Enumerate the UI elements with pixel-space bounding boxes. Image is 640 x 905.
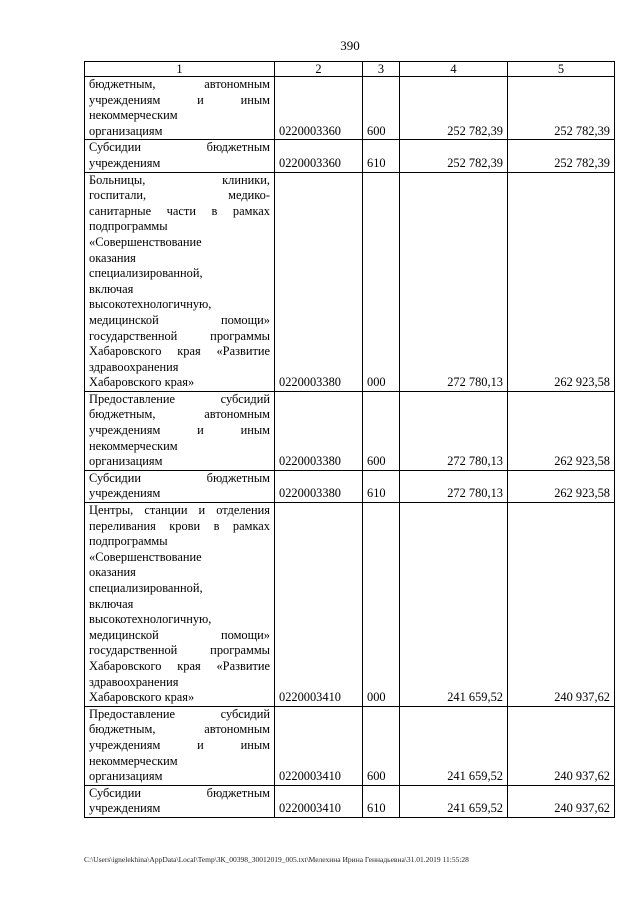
row-name-cell: [85, 503, 275, 707]
row-name-line: Субсидии бюджетным: [89, 470, 270, 485]
row-name-line: специализированной,: [89, 581, 203, 595]
row-code-cell: 0220003410: [275, 503, 363, 707]
row-name-line: некоммерческим: [89, 438, 178, 453]
table-body: [85, 77, 615, 818]
row-name-line: бюджетным, автономным: [89, 722, 270, 737]
row-name-line: учреждениям: [89, 486, 161, 501]
row-vr-cell: 610: [363, 140, 400, 172]
row-vr-cell: 600: [363, 77, 400, 140]
row-name-line: Субсидии бюджетным: [89, 785, 270, 800]
row-name-line: некоммерческим: [89, 753, 178, 768]
row-sum-2019-cell: 241 659,52: [400, 785, 508, 817]
header-row: [85, 62, 615, 77]
row-name-cell: [85, 140, 275, 172]
row-name-line: оказания: [89, 565, 136, 580]
header-cell-name: 1: [85, 62, 275, 77]
row-sum-2019-cell: 241 659,52: [400, 503, 508, 707]
budget-table: [84, 61, 615, 818]
row-sum-2020-cell: 252 782,39: [508, 140, 615, 172]
row-vr-cell: 000: [363, 503, 400, 707]
row-vr-cell: 000: [363, 172, 400, 391]
row-name-line: медицинской помощи»: [89, 627, 270, 642]
row-name-line: Субсидии бюджетным: [89, 140, 270, 155]
row-name-cell: [85, 706, 275, 785]
row-name-line: подпрограммы: [89, 219, 168, 234]
row-name-line: медицинской помощи»: [89, 312, 270, 327]
row-name-line: Больницы, клиники,: [89, 172, 270, 187]
row-name-line: Хабаровского края «Развитие: [89, 344, 270, 359]
row-sum-2020-cell: 240 937,62: [508, 503, 615, 707]
row-name-line: здравоохранения: [89, 674, 179, 689]
row-name-line: Центры, станции и отделения: [89, 503, 270, 518]
row-code-cell: 0220003380: [275, 470, 363, 502]
header-cell-sum-2020: 5: [508, 62, 615, 77]
row-name-line: организациям: [89, 454, 163, 469]
row-name-line: включая: [89, 596, 134, 611]
row-code-cell: 0220003380: [275, 172, 363, 391]
row-code-cell: 0220003410: [275, 785, 363, 817]
row-name-line: оказания: [89, 250, 136, 265]
row-name-line: «Совершенствование: [89, 234, 202, 249]
row-vr-cell: 610: [363, 470, 400, 502]
row-sum-2019-cell: 252 782,39: [400, 140, 508, 172]
row-name-line: государственной программы: [89, 328, 270, 343]
table-row: [85, 140, 615, 172]
table-row: [85, 470, 615, 502]
row-name-line: государственной программы: [89, 643, 270, 658]
row-name-line: здравоохранения: [89, 359, 179, 374]
row-name-line: учреждениям и иным: [89, 92, 270, 107]
row-name-line: учреждениям: [89, 155, 161, 170]
row-name-line: Хабаровского края «Развитие: [89, 658, 270, 673]
row-name-line: подпрограммы: [89, 534, 168, 549]
table-row: [85, 785, 615, 817]
row-name-line: Предоставление субсидий: [89, 391, 270, 406]
row-vr-cell: 600: [363, 706, 400, 785]
table-row: [85, 172, 615, 391]
row-name-line: переливания крови в рамках: [89, 518, 270, 533]
row-name-line: высокотехнологичную,: [89, 297, 212, 312]
row-name-cell: [85, 470, 275, 502]
row-sum-2019-cell: 252 782,39: [400, 77, 508, 140]
row-name-line: некоммерческим: [89, 108, 178, 123]
row-name-line: бюджетным, автономным: [89, 77, 270, 91]
row-sum-2019-cell: 272 780,13: [400, 470, 508, 502]
row-sum-2020-cell: 262 923,58: [508, 391, 615, 470]
row-code-cell: 0220003360: [275, 140, 363, 172]
row-name-line: организациям: [89, 123, 163, 138]
row-name-cell: [85, 77, 275, 140]
table-row: [85, 391, 615, 470]
row-name-line: учреждениям: [89, 801, 161, 816]
table-row: [85, 706, 615, 785]
row-name-cell: [85, 391, 275, 470]
row-name-line: Хабаровского края»: [89, 375, 195, 390]
row-sum-2020-cell: 240 937,62: [508, 785, 615, 817]
header-cell-sum-2019: 4: [400, 62, 508, 77]
row-name-cell: [85, 785, 275, 817]
row-name-line: «Совершенствование: [89, 549, 202, 564]
row-name-line: бюджетным, автономным: [89, 407, 270, 422]
row-name-line: санитарные части в рамках: [89, 203, 270, 218]
row-sum-2019-cell: 272 780,13: [400, 172, 508, 391]
row-sum-2020-cell: 262 923,58: [508, 172, 615, 391]
header-cell-vr: 3: [363, 62, 400, 77]
table-row: [85, 77, 615, 140]
row-name-line: госпитали, медико-: [89, 188, 270, 203]
row-sum-2020-cell: 262 923,58: [508, 470, 615, 502]
row-vr-cell: 600: [363, 391, 400, 470]
row-code-cell: 0220003410: [275, 706, 363, 785]
row-sum-2020-cell: 252 782,39: [508, 77, 615, 140]
row-sum-2019-cell: 272 780,13: [400, 391, 508, 470]
row-sum-2020-cell: 240 937,62: [508, 706, 615, 785]
row-name-line: высокотехнологичную,: [89, 612, 212, 627]
row-name-line: включая: [89, 281, 134, 296]
row-vr-cell: 610: [363, 785, 400, 817]
row-name-line: специализированной,: [89, 266, 203, 281]
row-name-line: Предоставление субсидий: [89, 706, 270, 721]
row-name-cell: [85, 172, 275, 391]
row-name-line: Хабаровского края»: [89, 690, 195, 705]
row-name-line: учреждениям и иным: [89, 423, 270, 438]
file-path-footer: C:\Users\ignelekhina\AppData\Local\Temp\ЗК_00398_30012019_005.txt\Мелехина Ирина Геннадьевна\31.01.2019 11:55:28: [84, 855, 469, 864]
row-name-line: учреждениям и иным: [89, 737, 270, 752]
row-sum-2019-cell: 241 659,52: [400, 706, 508, 785]
row-name-line: организациям: [89, 769, 163, 784]
page-number: 390: [340, 38, 360, 53]
row-code-cell: 0220003360: [275, 77, 363, 140]
table-row: [85, 503, 615, 707]
row-code-cell: 0220003380: [275, 391, 363, 470]
header-cell-code: 2: [275, 62, 363, 77]
